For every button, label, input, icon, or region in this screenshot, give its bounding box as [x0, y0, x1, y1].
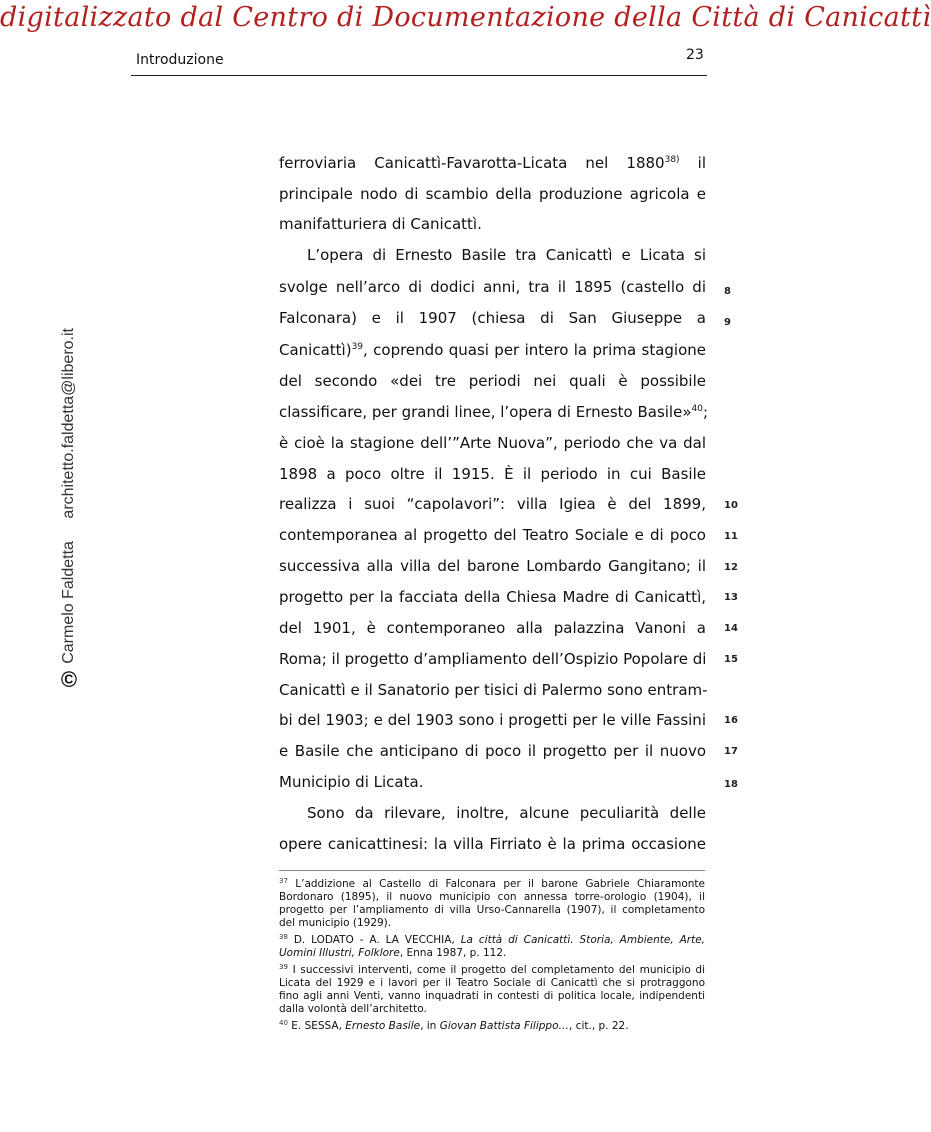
body-line: Falconara) e il 1907 (chiesa di San Giuseppe a — [279, 309, 706, 327]
body-line: L’opera di Ernesto Basile tra Canicattì e Licata si — [307, 246, 706, 264]
footnote-mark: 40 — [279, 1019, 288, 1027]
body-line: Roma; il progetto d’ampliamento dell’Ospizio Popolare di — [279, 650, 707, 668]
footnote-mark: 39 — [279, 963, 288, 971]
margin-line-number: 15 — [724, 654, 738, 665]
copyright-icon: © — [60, 666, 78, 692]
body-line: Sono da rilevare, inoltre, alcune peculiarità delle — [307, 804, 706, 822]
margin-line-number: 16 — [724, 715, 738, 726]
footnote-mark: 37 — [279, 877, 288, 885]
margin-line-number: 11 — [724, 531, 738, 542]
body-line: manifatturiera di Canicattì. — [279, 215, 482, 233]
footnote-rule — [279, 870, 705, 871]
page-number: 23 — [686, 47, 704, 63]
body-line: opere canicattinesi: la villa Firriato è la prima occasione — [279, 835, 706, 853]
body-line: progetto per la facciata della Chiesa Madre di Canicattì, — [279, 588, 706, 606]
body-line: realizza i suoi “capolavori”: villa Igiea è del 1899, — [279, 495, 706, 513]
footnote-ref: 38) — [664, 155, 680, 165]
body-line: Canicattì e il Sanatorio per tisici di Palermo sono entram- — [279, 681, 708, 699]
margin-line-number: 10 — [724, 500, 738, 511]
running-header-title: Introduzione — [136, 52, 224, 68]
footnote-ref: 39 — [351, 342, 364, 352]
body-line: principale nodo di scambio della produzione agricola e — [279, 185, 706, 203]
margin-line-number: 12 — [724, 562, 738, 573]
body-line: 1898 a poco oltre il 1915. È il periodo in cui Basile — [279, 465, 706, 483]
footnote-mark: 38 — [279, 933, 288, 941]
body-line: bi del 1903; e del 1903 sono i progetti per le ville Fassini — [279, 711, 706, 729]
body-line: successiva alla villa del barone Lombardo Gangitano; il — [279, 557, 706, 575]
margin-line-number: 18 — [724, 779, 738, 790]
header-rule — [131, 75, 707, 76]
body-line: e Basile che anticipano di poco il progetto per il nuovo — [279, 742, 706, 760]
footnote-ref: 40 — [691, 404, 703, 414]
side-credit — [57, 328, 81, 692]
margin-line-number: 13 — [724, 592, 738, 603]
digitization-watermark: digitalizzato dal Centro di Documentazione della Città di Canicattì — [0, 2, 931, 33]
body-line: contemporanea al progetto del Teatro Sociale e di poco — [279, 526, 706, 544]
body-line: del 1901, è contemporaneo alla palazzina Vanoni a — [279, 619, 706, 637]
body-line: svolge nell’arco di dodici anni, tra il 1895 (castello di — [279, 278, 706, 296]
margin-line-number: 8 — [724, 286, 731, 297]
body-line: ferroviaria Canicattì-Favarotta-Licata nel 1880$^{38)}$ il — [279, 154, 707, 172]
margin-line-number: 14 — [724, 623, 738, 634]
body-line: Municipio di Licata. — [279, 773, 424, 791]
body-line: classificare, per grandi linee, l’opera di Ernesto Basile»$^{40}$; — [279, 403, 709, 421]
side-credit-email: architetto.faldetta@libero.it — [60, 328, 77, 519]
side-credit-name: Carmelo Faldetta — [60, 541, 77, 664]
margin-line-number: 17 — [724, 746, 738, 757]
body-line: del secondo «dei tre periodi nei quali è possibile — [279, 372, 706, 390]
body-line: è cioè la stagione dell’”Arte Nuova”, periodo che va dal — [279, 434, 706, 452]
margin-line-number: 9 — [724, 317, 731, 328]
body-line: Canicattì)$^{39}$, coprendo quasi per intero la prima stagione — [279, 341, 706, 359]
